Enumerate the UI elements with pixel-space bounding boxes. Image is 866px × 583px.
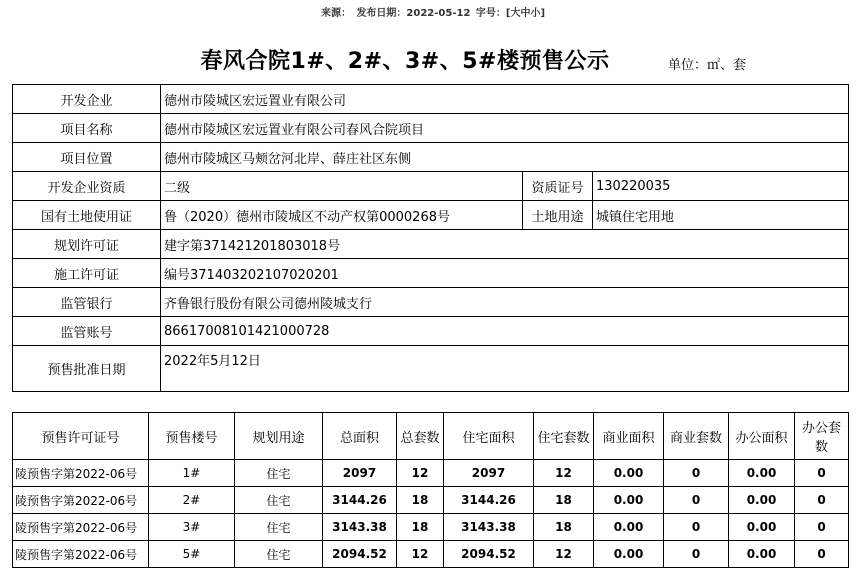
cell-total-area: 2094.52 — [323, 541, 397, 568]
table-row — [13, 541, 849, 568]
page-meta — [0, 4, 866, 19]
info-row — [13, 143, 849, 172]
cell-usage: 住宅 — [235, 541, 323, 568]
approval-value: 2022年5月12日 — [161, 346, 849, 392]
cell-commercial-area: 0.00 — [594, 487, 664, 514]
location-value: 德州市陵城区马颊岔河北岸、薛庄社区东侧 — [161, 143, 849, 172]
page-title: 春风合院1#、2#、3#、5#楼预售公示 — [200, 49, 610, 74]
cell-total-area: 3143.38 — [323, 514, 397, 541]
cell-building: 2# — [149, 487, 235, 514]
info-row — [13, 172, 849, 201]
header-residential-units: 住宅套数 — [534, 413, 594, 460]
cell-commercial-units: 0 — [664, 460, 729, 487]
cell-residential-units: 18 — [534, 487, 594, 514]
info-row — [13, 288, 849, 317]
info-row — [13, 114, 849, 143]
table-row — [13, 514, 849, 541]
publish-date: 发布日期：2022-05-12 — [356, 8, 471, 19]
cell-permit: 陵预售字第2022-06号 — [13, 460, 149, 487]
cell-office-area: 0.00 — [729, 541, 795, 568]
cell-permit: 陵预售字第2022-06号 — [13, 514, 149, 541]
cell-office-area: 0.00 — [729, 514, 795, 541]
cert-value: 130220035 — [593, 172, 849, 201]
header-office-area: 办公面积 — [729, 413, 795, 460]
header-building: 预售楼号 — [149, 413, 235, 460]
cell-office-units: 0 — [795, 514, 849, 541]
cell-total-units: 18 — [397, 514, 444, 541]
presale-table — [12, 412, 849, 568]
info-row — [13, 201, 849, 230]
bank-label: 监管银行 — [13, 288, 161, 317]
table-row — [13, 487, 849, 514]
cell-usage: 住宅 — [235, 487, 323, 514]
header-permit: 预售许可证号 — [13, 413, 149, 460]
table-row — [13, 460, 849, 487]
header-usage: 规划用途 — [235, 413, 323, 460]
cell-residential-units: 12 — [534, 541, 594, 568]
cell-total-units: 12 — [397, 541, 444, 568]
account-value: 86617008101421000728 — [161, 317, 849, 346]
qualification-label: 开发企业资质 — [13, 172, 161, 201]
approval-label: 预售批准日期 — [13, 346, 161, 392]
land-cert-value: 鲁（2020）德州市陵城区不动产权第0000268号 — [161, 201, 523, 230]
plan-permit-label: 规划许可证 — [13, 230, 161, 259]
land-use-label: 土地用途 — [523, 201, 593, 230]
unit-note: 单位：㎡、套 — [668, 58, 747, 73]
cell-commercial-units: 0 — [664, 514, 729, 541]
cell-residential-area: 3144.26 — [444, 487, 534, 514]
header-office-units: 办公套数 — [795, 413, 849, 460]
cell-residential-units: 12 — [534, 460, 594, 487]
cell-commercial-area: 0.00 — [594, 514, 664, 541]
header-total-area: 总面积 — [323, 413, 397, 460]
header-residential-area: 住宅面积 — [444, 413, 534, 460]
cell-office-units: 0 — [795, 460, 849, 487]
cell-residential-units: 18 — [534, 514, 594, 541]
cell-office-area: 0.00 — [729, 460, 795, 487]
project-info-table — [12, 84, 849, 392]
cell-residential-area: 2094.52 — [444, 541, 534, 568]
cell-total-area: 2097 — [323, 460, 397, 487]
location-label: 项目位置 — [13, 143, 161, 172]
font-size-control[interactable]: 字号：[大中小] — [475, 8, 546, 19]
cell-commercial-area: 0.00 — [594, 460, 664, 487]
cell-residential-area: 3143.38 — [444, 514, 534, 541]
account-label: 监管账号 — [13, 317, 161, 346]
cert-label: 资质证号 — [523, 172, 593, 201]
cell-permit: 陵预售字第2022-06号 — [13, 541, 149, 568]
bank-value: 齐鲁银行股份有限公司德州陵城支行 — [161, 288, 849, 317]
cell-usage: 住宅 — [235, 514, 323, 541]
developer-value: 德州市陵城区宏远置业有限公司 — [161, 85, 849, 114]
build-permit-value: 编号371403202107020201 — [161, 259, 849, 288]
cell-building: 1# — [149, 460, 235, 487]
cell-commercial-units: 0 — [664, 487, 729, 514]
cell-building: 5# — [149, 541, 235, 568]
cell-permit: 陵预售字第2022-06号 — [13, 487, 149, 514]
qualification-value: 二级 — [161, 172, 523, 201]
land-use-value: 城镇住宅用地 — [593, 201, 849, 230]
cell-total-area: 3144.26 — [323, 487, 397, 514]
table-header-row — [13, 413, 849, 460]
build-permit-label: 施工许可证 — [13, 259, 161, 288]
cell-commercial-units: 0 — [664, 541, 729, 568]
info-row — [13, 230, 849, 259]
cell-office-units: 0 — [795, 541, 849, 568]
plan-permit-value: 建字第371421201803018号 — [161, 230, 849, 259]
cell-total-units: 12 — [397, 460, 444, 487]
project-value: 德州市陵城区宏远置业有限公司春风合院项目 — [161, 114, 849, 143]
cell-office-units: 0 — [795, 487, 849, 514]
cell-total-units: 18 — [397, 487, 444, 514]
project-label: 项目名称 — [13, 114, 161, 143]
land-cert-label: 国有土地使用证 — [13, 201, 161, 230]
developer-label: 开发企业 — [13, 85, 161, 114]
header-commercial-area: 商业面积 — [594, 413, 664, 460]
info-row — [13, 346, 849, 392]
cell-building: 3# — [149, 514, 235, 541]
header-total-units: 总套数 — [397, 413, 444, 460]
cell-usage: 住宅 — [235, 460, 323, 487]
info-row — [13, 259, 849, 288]
header-commercial-units: 商业套数 — [664, 413, 729, 460]
cell-residential-area: 2097 — [444, 460, 534, 487]
cell-commercial-area: 0.00 — [594, 541, 664, 568]
cell-office-area: 0.00 — [729, 487, 795, 514]
source-label: 来源： — [320, 8, 351, 19]
info-row — [13, 317, 849, 346]
info-row — [13, 85, 849, 114]
